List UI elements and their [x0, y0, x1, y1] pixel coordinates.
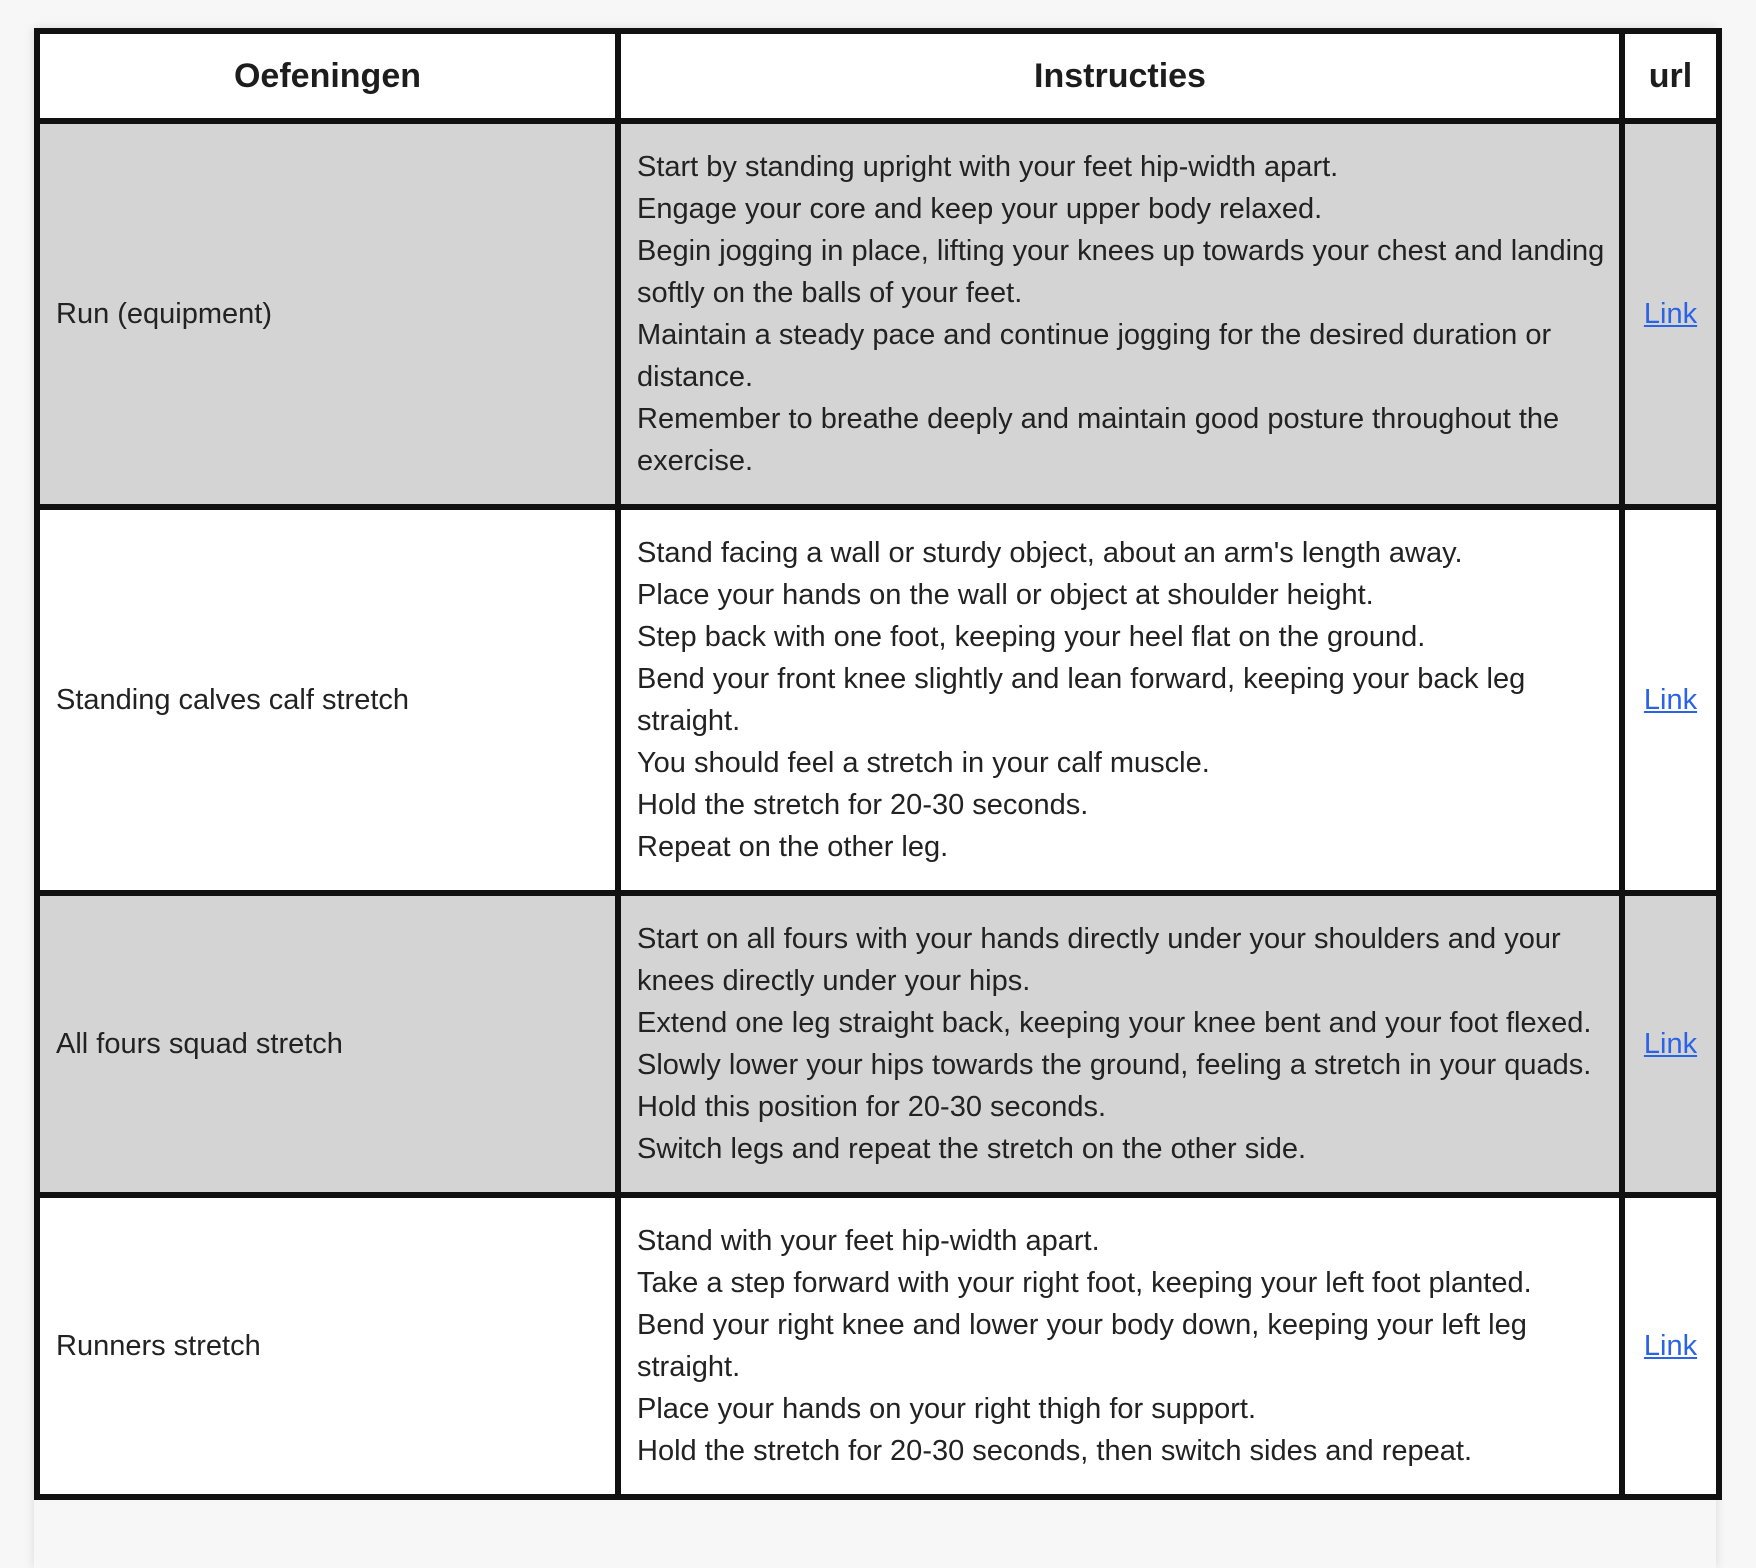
instruction-line: Remember to breathe deeply and maintain good posture throughout the exercise. [637, 403, 1560, 477]
table-row [37, 893, 1719, 1195]
instruction-line: Hold the stretch for 20-30 seconds, then switch sides and repeat. [637, 1435, 1473, 1467]
exercises-table [34, 28, 1722, 1500]
exercise-instructions [618, 121, 1622, 507]
exercise-link[interactable]: Link [1643, 684, 1698, 716]
exercise-url-cell [1622, 893, 1719, 1195]
exercise-instructions [618, 1195, 1622, 1497]
instruction-line: Take a step forward with your right foot, keeping your left foot planted. [637, 1267, 1532, 1299]
exercise-link[interactable]: Link [1643, 1330, 1698, 1362]
instruction-line: Repeat on the other leg. [637, 831, 949, 863]
instruction-line: Maintain a steady pace and continue jogging for the desired duration or distance. [637, 319, 1552, 393]
exercise-instructions [618, 893, 1622, 1195]
table-row [37, 121, 1719, 507]
header-row [37, 31, 1719, 121]
instruction-line: Start by standing upright with your feet hip-width apart. [637, 151, 1339, 183]
instruction-line: Start on all fours with your hands directly under your shoulders and your knees directly under your hips. [637, 923, 1561, 997]
exercise-link[interactable]: Link [1643, 298, 1698, 330]
instruction-line: Slowly lower your hips towards the ground, feeling a stretch in your quads. [637, 1049, 1592, 1081]
instruction-line: Stand facing a wall or sturdy object, about an arm's length away. [637, 537, 1463, 569]
table-row [37, 507, 1719, 893]
exercise-url-cell [1622, 121, 1719, 507]
instruction-line: Switch legs and repeat the stretch on the other side. [637, 1133, 1307, 1165]
instruction-line: Step back with one foot, keeping your heel flat on the ground. [637, 621, 1426, 653]
instruction-line: Hold the stretch for 20-30 seconds. [637, 789, 1089, 821]
instruction-line: Begin jogging in place, lifting your knees up towards your chest and landing softly on the balls of your feet. [637, 235, 1605, 309]
instruction-line: Bend your front knee slightly and lean forward, keeping your back leg straight. [637, 663, 1526, 737]
exercise-name: Run (equipment) [37, 121, 618, 507]
instruction-line: You should feel a stretch in your calf muscle. [637, 747, 1210, 779]
instruction-line: Hold this position for 20-30 seconds. [637, 1091, 1107, 1123]
exercise-url-cell [1622, 1195, 1719, 1497]
exercise-name: Standing calves calf stretch [37, 507, 618, 893]
table-row [37, 1195, 1719, 1497]
header-url: url [1622, 31, 1719, 121]
header-exercises: Oefeningen [37, 31, 618, 121]
instruction-line: Place your hands on your right thigh for support. [637, 1393, 1257, 1425]
header-instructions: Instructies [618, 31, 1622, 121]
exercise-url-cell [1622, 507, 1719, 893]
exercise-instructions [618, 507, 1622, 893]
exercise-name: All fours squad stretch [37, 893, 618, 1195]
instruction-line: Engage your core and keep your upper body relaxed. [637, 193, 1323, 225]
instruction-line: Bend your right knee and lower your body down, keeping your left leg straight. [637, 1309, 1527, 1383]
instruction-line: Extend one leg straight back, keeping your knee bent and your foot flexed. [637, 1007, 1592, 1039]
instruction-line: Place your hands on the wall or object at shoulder height. [637, 579, 1374, 611]
table-container [34, 28, 1716, 1568]
instruction-line: Stand with your feet hip-width apart. [637, 1225, 1100, 1257]
exercise-name: Runners stretch [37, 1195, 618, 1497]
exercise-link[interactable]: Link [1643, 1028, 1698, 1060]
